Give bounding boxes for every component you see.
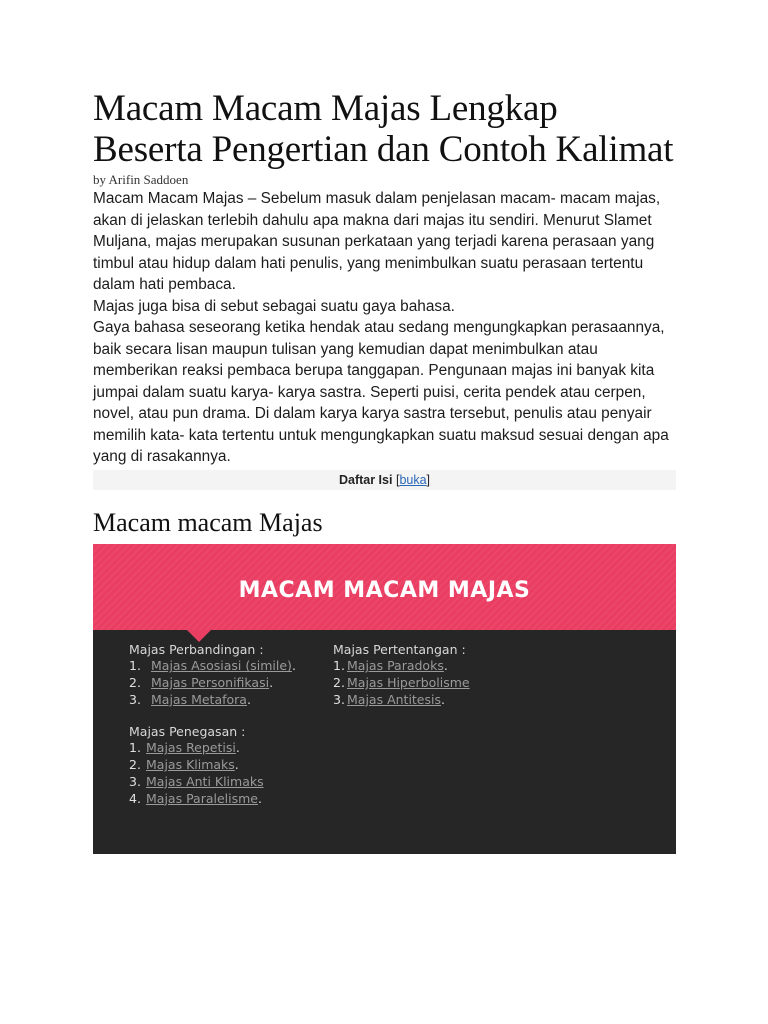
item-number: 1.	[333, 658, 345, 674]
list-item	[129, 774, 264, 791]
list-item	[129, 740, 264, 757]
majas-list	[129, 740, 264, 807]
paragraph-definition: Majas juga bisa di sebut sebagai suatu gaya bahasa.	[93, 297, 455, 315]
list-item	[129, 757, 264, 774]
paragraph-usage: Gaya bahasa seseorang ketika hendak atau sedang mengungkapkan perasaannya, baik secara lisan maupun tulisan yang kemudian dapat menimbulkan atau memberikan reaksi pembaca berupa tanggapan. Pengunaan majas ini banyak kita jumpai dalam suatu karya- karya sastra. Seperti puisi, cerita pendek atau cerpen, novel, atau pun drama. Di dalam karya karya sastra tersebut, penulis atau penyair memilih kata- kata tertentu untuk mengungkapkan suatu maksud sesuai dengan apa yang di rasakannya.	[93, 319, 669, 465]
banner-notch	[187, 630, 211, 642]
majas-link[interactable]: Majas Metafora	[151, 691, 247, 707]
item-suffix: .	[235, 740, 240, 756]
item-suffix: .	[441, 691, 445, 707]
majas-infographic	[93, 544, 676, 854]
majas-list	[129, 658, 296, 708]
toc-bracket-open: [	[395, 472, 400, 487]
majas-link[interactable]: Majas Klimaks	[146, 757, 235, 773]
group-pertentangan	[333, 642, 470, 709]
item-number: 1.	[129, 740, 141, 756]
byline: by Arifin Saddoen	[93, 172, 189, 187]
group-penegasan	[129, 724, 264, 808]
majas-link[interactable]: Majas Personifikasi	[151, 675, 270, 691]
toc-toggle-link[interactable]: buka	[399, 472, 427, 487]
list-item	[333, 675, 470, 692]
banner-title: MACAM MACAM MAJAS	[238, 577, 531, 603]
list-item	[129, 791, 264, 808]
item-suffix: .	[443, 658, 448, 674]
majas-link[interactable]: Majas Antitesis	[347, 691, 442, 707]
item-number: 3.	[129, 691, 141, 707]
item-number: 3.	[333, 691, 345, 707]
list-item	[129, 675, 296, 692]
majas-link[interactable]: Majas Paralelisme	[146, 790, 258, 806]
group-perbandingan	[129, 642, 296, 709]
group-heading: Majas Perbandingan :	[129, 641, 264, 657]
majas-list	[333, 658, 470, 708]
majas-link[interactable]: Majas Hiperbolisme	[347, 675, 470, 691]
item-suffix: .	[234, 757, 239, 773]
item-suffix: .	[269, 675, 274, 691]
list-item	[333, 658, 470, 675]
item-suffix: .	[246, 691, 251, 707]
list-item	[129, 692, 296, 709]
toc-bracket-close: ]	[426, 472, 431, 487]
item-number: 3.	[129, 773, 141, 789]
majas-link[interactable]: Majas Asosiasi (simile)	[151, 658, 292, 674]
item-number: 2.	[129, 675, 141, 691]
item-number: 2.	[333, 675, 345, 691]
list-item	[333, 692, 470, 709]
majas-link[interactable]: Majas Anti Klimaks	[146, 773, 264, 789]
item-number: 4.	[129, 790, 141, 806]
article-title: Macam Macam Majas Lengkap Beserta Pengertian dan Contoh Kalimat	[93, 88, 674, 170]
table-of-contents	[93, 470, 676, 490]
item-number: 1.	[129, 658, 141, 674]
article-body	[93, 188, 676, 468]
item-suffix: .	[291, 658, 296, 674]
majas-link[interactable]: Majas Repetisi	[146, 740, 236, 756]
group-heading: Majas Pertentangan :	[333, 641, 466, 657]
list-item	[129, 658, 296, 675]
group-heading: Majas Penegasan :	[129, 723, 246, 739]
section-heading: Macam macam Majas	[93, 507, 323, 537]
item-suffix: .	[258, 790, 262, 806]
toc-label: Daftar Isi	[338, 472, 393, 487]
item-number: 2.	[129, 757, 141, 773]
article	[93, 88, 676, 854]
paragraph-intro: Macam Macam Majas – Sebelum masuk dalam penjelasan macam- macam majas, akan di jelaskan terlebih dahulu apa makna dari majas itu sendiri. Menurut Slamet Muljana, majas merupakan susunan perkataan yang terjadi karena perasaan yang timbul atau hidup dalam hati penulis, yang menimbulkan suatu perasaan tertentu dalam hati pembaca.	[93, 190, 661, 293]
majas-link[interactable]: Majas Paradoks	[347, 658, 444, 674]
